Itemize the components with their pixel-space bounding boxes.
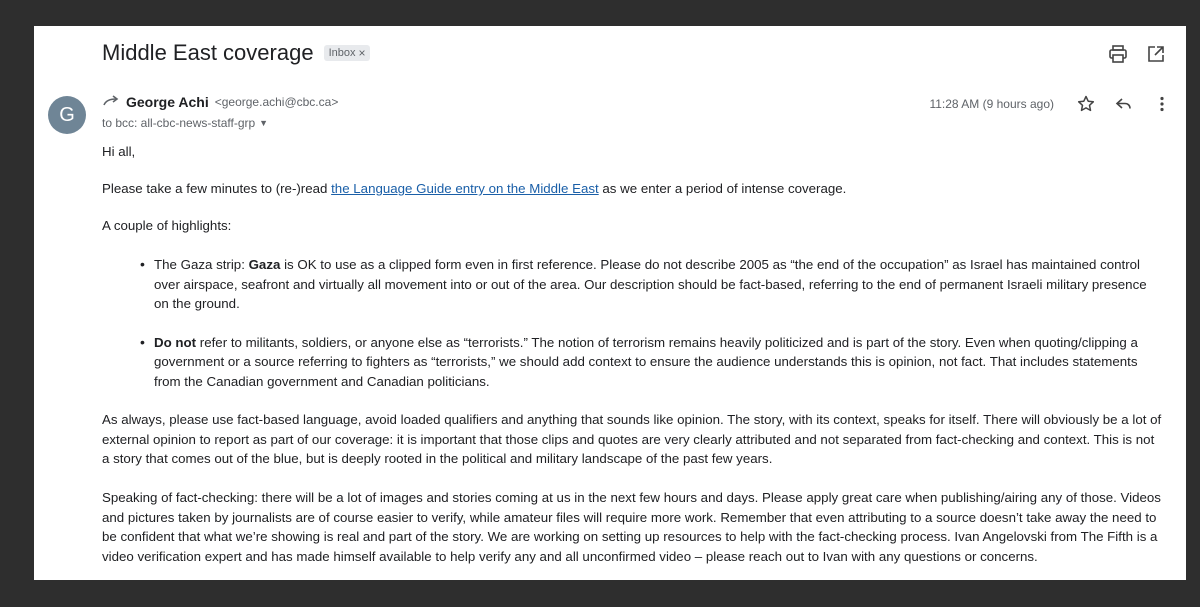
- reply-icon[interactable]: [1114, 94, 1134, 114]
- subject-row: [102, 40, 370, 66]
- list-item: [102, 333, 1162, 392]
- print-icon[interactable]: [1108, 44, 1128, 64]
- star-icon[interactable]: [1076, 94, 1096, 114]
- avatar[interactable]: G: [48, 96, 86, 134]
- email-view: [34, 26, 1186, 580]
- remove-label-icon[interactable]: ×: [358, 46, 366, 60]
- bullet1-bold: Gaza: [248, 257, 281, 272]
- paragraph-speaking: Speaking of fact-checking: there will be a lot of images and stories coming at us in the next few hours and days. Please apply great care when publishing/airing any of those. Videos and pictures taken by journalists are of course easier to verify, while amateur files will require more work. Remember that even attributing to a source doesn’t take away the need to be confident that what we’re showing is real and part of the story. We are working on setting up resources to help with the fact-checking process. Ivan Angelovski from The Fifth is a video verification expert and has made himself available to help verify any and all unconfirmed video – please reach out to Ivan with any questions or concerns.: [102, 490, 1161, 564]
- timestamp: 11:28 AM (9 hours ago): [929, 97, 1054, 111]
- open-in-new-icon[interactable]: [1146, 44, 1166, 64]
- language-guide-link[interactable]: the Language Guide entry on the Middle East: [331, 181, 599, 196]
- paragraph-always: As always, please use fact-based language, avoid loaded qualifiers and anything that sounds like opinion. The story, with its context, speaks for itself. There will obviously be a lot of external opinion to report as part of our coverage: it is important that those clips and quotes are very clearly attributed and not separated from fact-checking and context. This is not a story that comes out of the blue, but is deeply rooted in the political and military landscape of the past few years.: [102, 412, 1162, 466]
- more-vert-icon[interactable]: [1152, 94, 1172, 114]
- reply-arrow-icon: [102, 95, 120, 109]
- sender-email: <george.achi@cbc.ca>: [214, 95, 339, 109]
- intro-paragraph: [102, 179, 1162, 199]
- list-item: [102, 255, 1162, 314]
- bullet2-bold: Do not: [154, 334, 197, 350]
- inbox-label-chip[interactable]: [324, 45, 370, 61]
- chevron-down-icon[interactable]: ▼: [259, 118, 269, 128]
- sender-name[interactable]: George Achi: [126, 94, 209, 110]
- highlights-heading: A couple of highlights:: [102, 218, 232, 233]
- bullet2-text: refer to militants, soldiers, or anyone else as “terrorists.” The notion of terrorism remains heavily politicized and is part of the story. Even when quoting/clipping a government or a source referring to fighters as “terrorists,” we should add context to ensure the audience understands this is opinion, not fact. That includes statements from the Canadian government and Canadian politicians.: [154, 334, 1138, 389]
- recipients-row[interactable]: [102, 116, 268, 130]
- message-actions: [929, 94, 1172, 114]
- highlights-list: [102, 255, 1162, 391]
- intro-before: Please take a few minutes to (re-)read: [102, 181, 332, 196]
- inbox-label-text: Inbox: [328, 47, 356, 59]
- top-actions: [1108, 44, 1166, 64]
- email-subject: Middle East coverage: [102, 40, 314, 65]
- intro-after: as we enter a period of intense coverage.: [598, 181, 847, 196]
- bullet1-text: is OK to use as a clipped form even in first reference. Please do not describe 2005 as “the end of the occupation” as Israel has maintained control over airspace, seafront and virtually all movement into or out of the area. Our description should be fact-based, referring to the end of permanent Israeli military presence on the ground.: [154, 257, 1147, 311]
- sender-row: [102, 94, 338, 110]
- recipients-text: to bcc: all-cbc-news-staff-grp: [102, 116, 256, 130]
- greeting: Hi all,: [102, 144, 136, 159]
- bullet1-prefix: The Gaza strip:: [154, 257, 249, 272]
